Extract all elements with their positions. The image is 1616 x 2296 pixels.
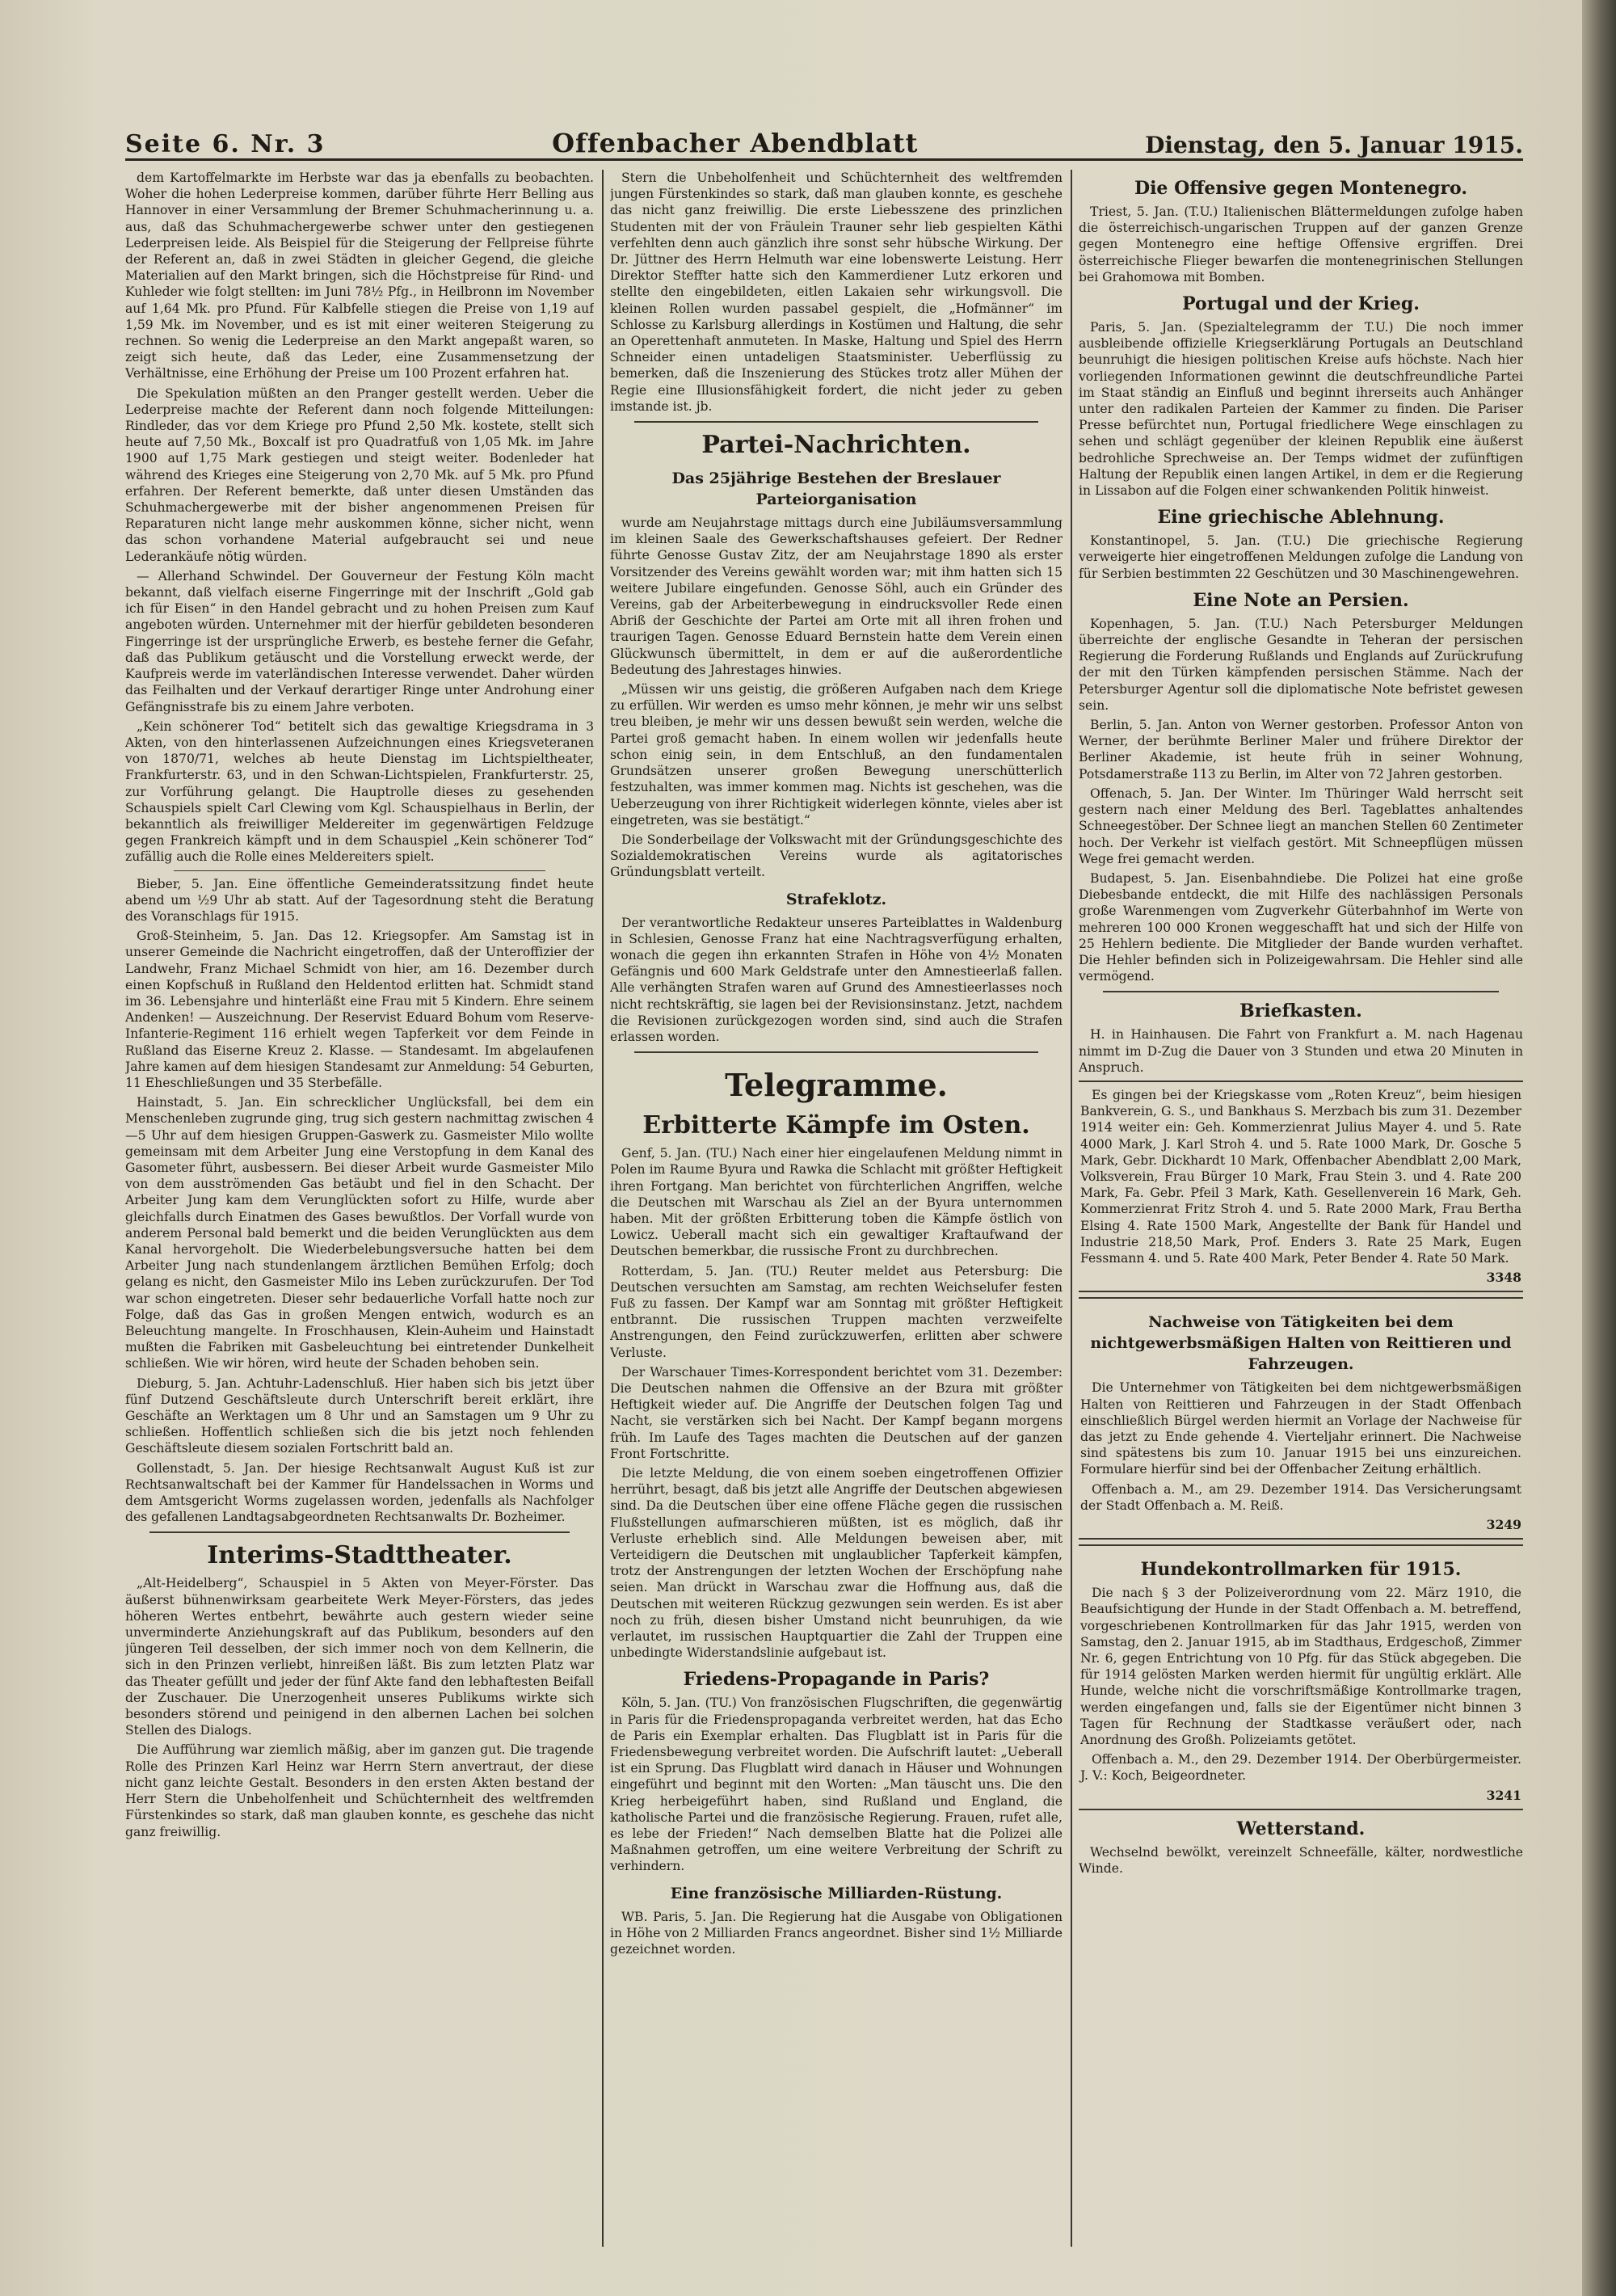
party-news-text: Die Sonderbeilage der Volkswacht mit der Gründungsgeschichte des Sozialdemokratischen Vereins wurde als agitatorisches Gründungsblatt verteilt. (610, 832, 1063, 880)
greek-heading: Eine griechische Ablehnung. (1157, 507, 1445, 529)
party-news-text: wurde am Neujahrstage mittags durch eine Jubiläumsversammlung im kleinen Saale des Gewerkschaftshauses gefeiert. Der Redner führte Genosse Gustav Zitz, der am Neujahrstage 1890 als erster Vorsitzender des Vereins gewählt worden war; mit ihm hatten sich 15 weitere Jubilare eingefunden. Genosse Söhl, auch ein Gründer des Vereins, gab der Arbeiterbewegung in eindrucksvoller Rede einen Abriß der Geschichte der Partei am Orte mit all ihren frohen und traurigen Tagen. Genosse Eduard Bernstein hatte dem Verein einen Glückwunsch übermittelt, in dem er auf die außerordentliche Bedeutung des Jahrestages hinwies. (610, 516, 1063, 677)
article-text: — Allerhand Schwindel. Der Gouverneur der Festung Köln macht bekannt, daß vielfach eiserne Fingerringe mit der Inschrift „Gold gab ich für Eisen“ in den Handel gebracht und zu hohen Preisen zum Kauf angeboten würden. Unternehmer mit der hierfür gebildeten besonderen Fingerringe ist der ursprüngliche Erwerb, es bestehe ferner die Gefahr, daß das Publikum getäuscht und die Vorstellung erweckt werde, der Kaufpreis werde im vaterländischen Interesse verwendet. Daher würden das Feilhalten und der Verkauf derartiger Ringe unter Androhung einer Gefängnisstrafe bis zu einem Jahre verboten. (125, 568, 594, 714)
notice-number: 3348 (1486, 1270, 1521, 1286)
book-spine (1582, 0, 1616, 2296)
column-1 (125, 170, 594, 2247)
party-news-heading: Partei-Nachrichten. (701, 431, 971, 460)
red-cross-notice (1079, 1081, 1523, 1292)
page-number: Seite 6. Nr. 3 (125, 130, 326, 158)
article-text: „Kein schönerer Tod“ betitelt sich das gewaltige Kriegsdrama in 3 Akten, von den hinterlassenen Aufzeichnungen eines Kriegsveteranen von 1870/71, welches ab heute Dienstag im Lichtspieltheater, Frankfurterstr. 63, und in den Schwan-Lichtspielen, Frankfurterstr. 25, zur Vorführung gelangt. Die Hauptrolle dieses zu gesehenden Schauspiels spielt Carl Clewing vom Kgl. Schauspielhaus in Berlin, der bekanntlich als freiwilliger Meldereiter im gegenwärtigen Feldzuge gegen Frankreich kämpft und in dem Schauspiel „Kein schönerer Tod“ zufällig auch die Rolle eines Meldereiters spielt. (125, 718, 594, 865)
proof-heading: Nachweise von Tätigkeiten bei dem nichtgewerbsmäßigen Halten von Reittieren und Fahrzeugen. (1090, 1313, 1512, 1374)
battle-heading: Erbitterte Kämpfe im Osten. (642, 1111, 1030, 1140)
local-news: Dieburg, 5. Jan. Achtuhr-Ladenschluß. Hier haben sich bis jetzt über fünf Dutzend Geschäftsleute durch Unterschrift bereit erklärt, ihre Geschäfte an Werktagen um 8 Uhr und an Samstagen um 9 Uhr zu schließen. Hoffentlich schließen sich die bis jetzt noch fehlenden Geschäftsleute diesem sozialen Fortschritt bald an. (125, 1375, 594, 1456)
divider (1103, 991, 1499, 992)
proof-signature: Offenbach a. M., am 29. Dezember 1914. Das Versicherungsamt der Stadt Offenbach a. M. Reiß. (1080, 1481, 1521, 1513)
issue-date: Dienstag, den 5. Januar 1915. (1145, 132, 1523, 158)
telegrams-heading: Telegramme. (725, 1067, 948, 1104)
notice-number: 3249 (1486, 1517, 1521, 1532)
budapest-text: Budapest, 5. Jan. Eisenbahndiebe. Die Polizei hat eine große Diebesbande entdeckt, die mit Hilfe des nachlässigen Personals große Warenmengen vom Zugverkehr Güterbahnhof im Werte von mehreren 100 000 Kronen weggeschafft hat und sich der Hilfe von 25 Hehlern bediente. Die Mitglieder der Bande wurden verhaftet. Die Hehler befinden sich in Polizeigewahrsam. Die Hehler sind alle vermögend. (1079, 870, 1523, 984)
battle-text: Genf, 5. Jan. (TU.) Nach einer hier eingelaufenen Meldung nimmt in Polen im Raume Byura und Rawka die Schlacht mit größter Heftigkeit ihren Fortgang. Man berichtet von fürchterlichen Angriffen, welche die Deutschen mit Warschau als Ziel an der Byura unternommen haben. Mit der größten Erbitterung toben die Kämpfe östlich von Lowicz. Ueberall macht sich ein gewaltiger Kraftaufwand der Deutschen bemerkbar, die russische Front zu durchbrechen. (610, 1146, 1063, 1259)
penalty-text: Der verantwortliche Redakteur unseres Parteiblattes in Waldenburg in Schlesien, Genosse Franz hat eine Nachtragsverfügung erhalten, wonach die gegen ihn erkannten Strafen in Höhe von 4½ Monaten Gefängnis und 600 Mark Geldstrafe unter den Amnestieerlaß fallen. Alle verhängten Strafen waren auf Grund des Amnestieerlasses noch nicht rechtskräftig, sie lagen bei der Revisionsinstanz. Jetzt, nachdem die Revisionen zurückgezogen worden sind, sind auch die Strafen erlassen worden. (610, 915, 1063, 1044)
divider (634, 421, 1038, 423)
penalty-heading: Strafeklotz. (785, 890, 887, 908)
battle-text: Rotterdam, 5. Jan. (TU.) Reuter meldet aus Petersburg: Die Deutschen versuchten am Samstag, am rechten Weichselufer festen Fuß zu fassen. Der Kampf war am Sonntag mit größter Heftigkeit entbrannt. Die russischen Truppen machten verzweifelte Anstrengungen, den Feind zurückzuwerfen, erlitten aber schwere Verluste. (610, 1263, 1063, 1360)
montenegro-text: Triest, 5. Jan. (T.U.) Italienischen Blättermeldungen zufolge haben die österreichisch-ungarischen Truppen auf der ganzen Grenze gegen Montenegro eine heftige Offensive ergriffen. Drei österreichische Flieger bewarfen die montenegrinischen Stellungen bei Grahomowa mit Bomben. (1079, 204, 1523, 284)
proof-notice (1079, 1297, 1523, 1540)
notice-number: 3241 (1486, 1787, 1521, 1803)
peace-heading: Friedens-Propagande in Paris? (683, 1669, 990, 1691)
divider (174, 870, 545, 871)
dog-text: Die nach § 3 der Polizeiverordnung vom 22. März 1910, die Beaufsichtigung der Hunde in der Stadt Offenbach a. M. betreffend, vorgeschriebenen Kontrollmarken für das Jahr 1915, werden von Samstag, den 2. Januar 1915, ab im Stadthaus, Erdgeschoß, Zimmer Nr. 6, gegen Entrichtung von 10 Pfg. für das Stück abgegeben. Die für 1914 gelösten Marken werden hiermit für ungültig erklärt. Alle Hunde, welche nicht die vorschriftsmäßige Kontrollmarke tragen, werden eingefangen und, falls sie der Eigentümer nicht binnen 3 Tagen für Rechnung der Stadtkasse veräußert oder, nach Anordnung des Großh. Polizeiamts getötet. (1080, 1586, 1521, 1748)
red-cross-text: Es gingen bei der Kriegskasse vom „Roten Kreuz“, beim hiesigen Bankverein, G. S., und Bankhaus S. Merzbach bis zum 31. Dezember 1914 weiter ein: Geh. Kommerzienrat Julius Mayer 4. und 5. Rate 4000 Mark, J. Karl Stroh 4. und 5. Rate 1000 Mark, Dr. Gosche 5 Mark, Gebr. Dickhardt 10 Mark, Offenbacher Abendblatt 2,00 Mark, Volksverein, Frau Bürger 10 Mark, Frau Stein 3. und 4. Rate 200 Mark, Fa. Gebr. Pfeil 3 Mark, Kath. Gesellenverein 16 Mark, Geh. Kommerzienrat Fritz Stroh 4. und 5. Rate 2000 Mark, Frau Bertha Elsing 4. Rate 1500 Mark, Angestellte der Bank für Handel und Industrie 218,50 Mark, Prof. Enders 3. Rate 25 Mark, Eugen Fessmann 4. und 5. Rate 400 Mark, Peter Bender 4. Rate 50 Mark. (1080, 1087, 1521, 1266)
local-news: Gollenstadt, 5. Jan. Der hiesige Rechtsanwalt August Kuß ist zur Rechtsanwaltschaft bei der Kammer für Handelssachen in Worms und dem Amtsgericht Worms zugelassen worden, jedenfalls als Nachfolger des gefallenen Landtagsabgeordneten Rechtsanwalts Dr. Bozheimer. (125, 1460, 594, 1525)
article-text: dem Kartoffelmarkte im Herbste war das ja ebenfalls zu beobachten. Woher die hohen Lederpreise kommen, darüber führte Herr Belling aus Hannover in einer Versammlung der Bremer Schuhmacherinnung u. a. aus, daß das Schuhmachergewerbe schwer unter den gestiegenen Lederpreisen leide. Als Beispiel für die Steigerung der Fellpreise führte der Referent an, daß in zwei Städten in gleicher Gegend, die gleiche Materialien auf den Markt bringen, sich die Höchstpreise für Rind- und Kuhleder wie folgt stellten: im Juni 78½ Pfg., in Heilbronn im November auf 1,64 Mk. pro Pfund. Für Kalbfelle stiegen die Preise von 1,19 auf 1,59 Mk. im November, und es ist mit einer weiteren Steigerung zu rechnen. So wenig die Lederpreise an den Markt angepaßt waren, so zeigt sich heute, daß das Leder, eine Zusammensetzung der Verhältnisse, eine Erhöhung der Preise um 100 Prozent erfahren hat. (125, 171, 594, 381)
newspaper-title: Offenbacher Abendblatt (552, 128, 919, 158)
local-news: Bieber, 5. Jan. Eine öffentliche Gemeinderatssitzung findet heute abend um ½9 Uhr ab statt. Auf der Tagesordnung steht die Beratung des Voranschlags für 1915. (125, 876, 594, 924)
column-rule (602, 170, 604, 2247)
greek-text: Konstantinopel, 5. Jan. (T.U.) Die griechische Regierung verweigerte hier eingetroffenen Meldungen zufolge die Landung von für Serbien bestimmten 22 Geschützen und 30 Maschinengewehren. (1079, 533, 1523, 581)
theater-heading: Interims-Stadttheater. (207, 1541, 512, 1570)
dog-signature: Offenbach a. M., den 29. Dezember 1914. Der Oberbürgermeister. J. V.: Koch, Beigeordneter. (1080, 1752, 1521, 1784)
portugal-heading: Portugal und der Krieg. (1182, 293, 1420, 315)
theater-review: „Alt-Heidelberg“, Schauspiel in 5 Akten von Meyer-Förster. Das äußerst bühnenwirksam gearbeitete Werk Meyer-Försters, das jedes höheren Wertes entbehrt, bewährte auch gestern wieder seine unverminderte Anziehungskraft auf das Publikum, besonders auf den jüngeren Teil desselben, der sich immer noch von dem Kellnerin, die sich in den Prinzen verliebt, hinreißen läßt. Bis zum letzten Platz war das Theater gefüllt und jeder der fünf Akte fand den lebhaftesten Beifall der Zuschauer. Die Unerzogenheit unseres Publikums wirkte sich besonders störend und peinigend in den albernen Lachen bei solchen Stellen des Dialogs. (125, 1576, 594, 1738)
weather-text: Wechselnd bewölkt, vereinzelt Schneefälle, kälter, nordwestliche Winde. (1079, 1844, 1523, 1877)
dog-notice (1079, 1544, 1523, 1810)
theater-review: Die Aufführung war ziemlich mäßig, aber im ganzen gut. Die tragende Rolle des Prinzen Karl Heinz war Herrn Stern anvertraut, der diese nicht ganz leichte Gestalt. Besonders in den ersten Akten bestand der Herr Stern die Unbeholfenheit und Schüchternheit des weltfremden Fürstenkindes so stark, daß man glauben konnte, es geschehe das nicht ganz freiwillig. (125, 1742, 594, 1839)
column-3 (1079, 170, 1523, 2247)
mailbox-heading: Briefkasten. (1239, 1001, 1362, 1022)
party-news-subheading: Das 25jährige Bestehen der Breslauer Parteiorganisation (671, 470, 1001, 509)
article-text: Stern die Unbeholfenheit und Schüchternheit des weltfremden jungen Fürstenkindes so stark, daß man glauben konnte, es geschehe das nicht ganz freiwillig. Die erste Liebesszene des prinzlichen Studenten mit der von Fräulein Trauner sehr lieb gespielten Käthi verfehlten denn auch gänzlich ihre sonst sehr hübsche Wirkung. Der Dr. Jüttner des Herrn Helmuth war eine lobenswerte Leistung. Herr Direktor Steffter hatte sich den Kammerdiener Lutz erkoren und stellte den eingebildeten, eitlen Lakaien sehr wirkungsvoll. Die kleinen Rollen wurden passabel gespielt, die „Hofmänner“ im Schlosse zu Karlsburg allerdings in Kostümen und Haltung, die sehr an Operettenhaft anmuteten. In Maske, Haltung und Spiel des Herrn Schneider einen untadeligen Staatsminister. Ueberflüssig zu bemerken, daß die Inszenierung des Stückes trotz aller Mühen der Regie eine Illusionsfähigkeit fordert, die nicht jeder zu geben imstande ist. jb. (610, 171, 1063, 414)
party-news-quote: „Müssen wir uns geistig, die größeren Aufgaben nach dem Kriege zu erfüllen. Wir werden es umso mehr können, je mehr wir uns selbst treu bleiben, je mehr wir uns dessen bewußt sein werden, welche die Partei groß gemacht haben. In einem wollen wir jedenfalls heute schon einig sein, in dem Entschluß, an den fundamentalen Grundsätzen unserer großen Bewegung unerschütterlich festzuhalten, was immer kommen mag. Nichts ist geschehen, was die Ueberzeugung von ihrer Richtigkeit widerlegen könnte, vieles aber ist eingetreten, was sie bestätigt.“ (610, 682, 1063, 828)
weather-heading: Wetterstand. (1236, 1818, 1366, 1839)
battle-text: Die letzte Meldung, die von einem soeben eingetroffenen Offizier herrührt, besagt, daß bis jetzt alle Angriffe der Deutschen abgewiesen sind. Da die Deutschen über eine offene Fläche gegen die russischen Flußstellungen aufmarschieren müßten, ist es möglich, daß ihr Verluste erheblich sind. Alle Meldungen beweisen aber, mit Verteidigern die Deutschen mit unglaublicher Tapferkeit kämpfen, trotz der Anstrengungen der letzten Wochen der Erschöpfung nahe seien. Man drückt in Warschau zwar die Hoffnung aus, daß die Deutschen mit weiteren Rückzug gezwungen sein werden. Es ist aber noch zu früh, diesen bisher Umstand nicht beunruhigen, da wie verlautet, im russischen Hauptquartier die Zahl der Truppen eine unbedingte Widerstandslinie aufgebaut ist. (610, 1466, 1063, 1661)
column-2 (610, 170, 1063, 2247)
portugal-text: Paris, 5. Jan. (Spezialtelegramm der T.U.) Die noch immer ausbleibende offizielle Kriegserklärung Portugals an Deutschland beunruhigt die hiesigen politischen Kreise aufs höchste. Nach hier vorliegenden Informationen gewinnt die deutschfreundliche Partei im Staat ständig an Einfluß und beginnt ihrerseits auch Anhänger unter den radikalen Parteien der Kammer zu finden. Die Pariser Presse befürchtet nun, Portugal friedlichere Wege einschlagen zu sehen und schlägt gegenüber der kleinen Republik eine äußerst bedrohliche Sprechweise an. Der Temps widmet der zufünftigen Haltung der Republik einen langen Artikel, in dem er die Regierung in Lissabon auf die Folgen einer schwankenden Politik hinweist. (1079, 320, 1523, 499)
berlin-text: Berlin, 5. Jan. Anton von Werner gestorben. Professor Anton von Werner, der berühmte Berliner Maler und frühere Direktor der Berliner Akademie, ist heute früh in seiner Wohnung, Potsdamerstraße 113 zu Berlin, im Alter von 72 Jahren gestorben. (1079, 718, 1523, 781)
proof-text: Die Unternehmer von Tätigkeiten bei dem nichtgewerbsmäßigen Halten von Reittieren und Fahrzeugen in der Stadt Offenbach einschließlich Bürgel werden hiermit an Vorlage der Nachweise für das jetzt zu Ende gehende 4. Vierteljahr erinnert. Die Nachweise sind spätestens bis zum 10. Januar 1915 bei uns einzureichen. Formulare hierfür sind bei der Offenbacher Zeitung erhältlich. (1080, 1380, 1521, 1477)
dog-heading: Hundekontrollmarken für 1915. (1140, 1559, 1462, 1581)
persia-text: Kopenhagen, 5. Jan. (T.U.) Nach Petersburger Meldungen überreichte der englische Gesandte in Teheran der persischen Regierung die Forderung Rußlands und Englands auf Zurückrufung der mit den Türken kämpfenden persischen Stämme. Nach der Petersburger Agentur soll die diplomatische Note befristet gewesen sein. (1079, 616, 1523, 713)
article-text: Die Spekulation müßten an den Pranger gestellt werden. Ueber die Lederpreise machte der Referent dann noch folgende Mitteilungen: Rindleder, das vor dem Kriege pro Pfund 2,50 Mk. kostete, stellt sich heute auf 7,50 Mk., Boxcalf ist pro Quadratfuß von 1,05 Mk. im Jahre 1900 auf 1,75 Mark gestiegen und steigt weiter. Bodenleder hat während des Krieges eine Steigerung von 2,70 Mk. auf 5 Mk. pro Pfund erfahren. Der Referent bemerkte, daß unter diesen Umständen das Schuhmachergewerbe mit der bisher angenommenen Preisen für Reparaturen nicht lange mehr auskommen könne, sicher nicht, wenn das schon vorhandene Material aufgebraucht sei und neue Lederankäufe nötig würden. (125, 385, 594, 564)
divider (149, 1531, 570, 1533)
billion-heading: Eine französische Milliarden-Rüstung. (670, 1884, 1003, 1902)
divider (634, 1051, 1038, 1053)
billion-text: WB. Paris, 5. Jan. Die Regierung hat die Ausgabe von Obligationen in Höhe von 2 Milliarden Francs angeordnet. Bisher sind 1½ Milliarde gezeichnet worden. (610, 1909, 1063, 1957)
offenbach-text: Offenach, 5. Jan. Der Winter. Im Thüringer Wald herrscht seit gestern nach einer Meldung des Berl. Tageblattes anhaltendes Schneegestöber. Der Schnee liegt an manchen Stellen 60 Zentimeter hoch. Der Verkehr ist vielfach gestört. Mit Schneepflügen müssen Wege frei gemacht werden. (1079, 786, 1523, 866)
local-news: Groß-Steinheim, 5. Jan. Das 12. Kriegsopfer. Am Samstag ist in unserer Gemeinde die Nachricht eingetroffen, daß der Unteroffizier der Landwehr, Franz Michael Schmidt von hier, am 16. Dezember durch einen Kopfschuß in Rußland den Heldentod erlitten hat. Schmidt stand im 36. Lebensjahre und hinterläßt eine Frau mit 5 Kindern. Ehre seinem Andenken! — Auszeichnung. Der Reservist Eduard Bohum vom Reserve-Infanterie-Regiment 116 erhielt wegen Tapferkeit vor dem Feinde in Rußland das Eiserne Kreuz 2. Klasse. — Standesamt. Im abgelaufenen Jahre kamen auf dem hiesigen Standesamt zur Anmeldung: 54 Geburten, 11 Eheschließungen und 35 Sterbefälle. (125, 929, 594, 1090)
column-rule (1071, 170, 1072, 2247)
masthead (125, 121, 1523, 161)
peace-text: Köln, 5. Jan. (TU.) Von französischen Flugschriften, die gegenwärtig in Paris für die Friedenspropaganda verbreitet werden, hat das Echo de Paris ein Exemplar erhalten. Das Flugblatt ist in Paris für die Friedensbewegung verbreitet worden. Die Aufschrift lautet: „Ueberall ist ein Sprung. Das Flugblatt wird danach in Häuser und Wohnungen eingeführt und beginnt mit den Worten: „Man täuscht uns. Die den Krieg herbeigeführt haben, sind Rußland und England, die katholische Partei und die französische Regierung. Frauen, rufet alle, es lebe der Frieden!“ Nach demselben Blatte hat die Polizei alle Maßnahmen getroffen, um eine weitere Verbreitung der Schrift zu verhindern. (610, 1696, 1063, 1874)
persia-heading: Eine Note an Persien. (1193, 589, 1409, 611)
mailbox-text: H. in Hainhausen. Die Fahrt von Frankfurt a. M. nach Hagenau nimmt im D-Zug die Dauer von 3 Stunden und etwa 20 Minuten in Anspruch. (1079, 1027, 1523, 1075)
local-news: Hainstadt, 5. Jan. Ein schrecklicher Unglücksfall, bei dem ein Menschenleben zugrunde ging, trug sich gestern nachmittag zwischen 4—5 Uhr auf dem hiesigen Gruppen-Gaswerk zu. Gasmeister Milo wollte gemeinsam mit dem Arbeiter Jung eine Verstopfung in dem Kanal des Gasometer führt, ausbessern. Bei dieser Arbeit wurde Gasmeister Milo von dem ausströmenden Gas betäubt und fiel in den Schacht. Der Arbeiter Jung kam dem Verunglückten sofort zu Hilfe, wurde aber gleichfalls durch Einatmen des Gases bewußtlos. Der Vorfall wurde von anderem Personal bald bemerkt und die beiden Verunglückten aus dem Kanal hervorgeholt. Die Wiederbelebungsversuche hatten bei dem Arbeiter Jung nach stundenlangem ärztlichen Bemühen Erfolg; doch gelang es nicht, den Gasmeister Milo ins Leben zurückzurufen. Der Tod war schon eingetreten. Dieser sehr bedauerliche Vorfall hatte noch zur Folge, daß das Gas in großen Mengen entwich, wodurch es an Beleuchtung mangelte. In Froschhausen, Klein-Auheim und Hainstadt mußten die Fabriken mit Gasbeleuchtung bei eintretender Dunkelheit schließen. Wie wir hören, wird heute der Schaden behoben sein. (125, 1095, 594, 1371)
battle-text: Der Warschauer Times-Korrespondent berichtet vom 31. Dezember: Die Deutschen nahmen die Offensive an der Bzura mit größter Heftigkeit wieder auf. Die Angriffe der Deutschen folgen Tag und Nacht, sie verstärken sich bei Nacht. Der Kampf begann morgens früh. Im Laufe des Tages machten die Deutschen auf der ganzen Front Fortschritte. (610, 1364, 1063, 1461)
montenegro-heading: Die Offensive gegen Montenegro. (1134, 178, 1467, 199)
